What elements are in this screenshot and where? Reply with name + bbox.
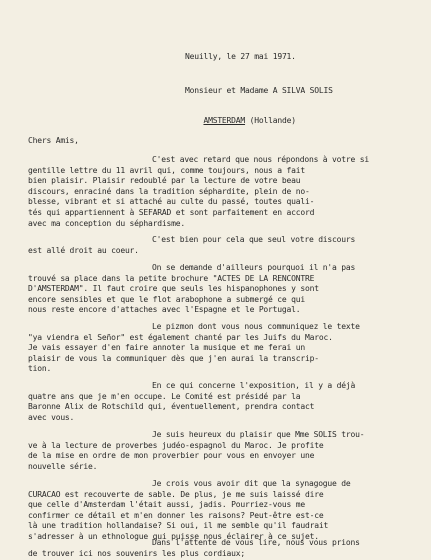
paragraph-5 bbox=[28, 381, 423, 423]
paragraph-line: D'AMSTERDAM". Il faut croire que seuls les hispanophones y sont bbox=[28, 284, 319, 294]
paragraph-line: "ya viendra el Señor" est également chanté par les Juifs du Maroc. bbox=[28, 332, 333, 342]
recipient-city: AMSTERDAM bbox=[203, 115, 246, 125]
paragraph-line: CURACAO est recouverte de sable. De plus, je me suis laissé dire bbox=[28, 489, 324, 499]
recipient-name: Monsieur et Madame A SILVA SOLIS bbox=[185, 86, 333, 95]
paragraph-line: encore sensibles et que le flot arabophone a submergé ce qui bbox=[28, 294, 305, 304]
paragraph-line: nouvelle série. bbox=[28, 461, 98, 471]
paragraph-4 bbox=[28, 322, 423, 375]
paragraph-7 bbox=[28, 479, 423, 543]
paragraph-2 bbox=[28, 235, 423, 256]
paragraph-line: nous reste encore d'attaches avec l'Espagne et le Portugal. bbox=[28, 305, 301, 315]
paragraph-line: de trouver ici nos souvenirs les plus cordiaux; bbox=[28, 548, 245, 558]
paragraph-line: de la mise en ordre de mon proverbier pour vous en envoyer une bbox=[28, 451, 315, 461]
paragraph-8 bbox=[28, 538, 423, 559]
paragraph-line: Le pizmon dont vous nous communiquez le texte bbox=[152, 322, 360, 331]
paragraph-line: s'adresser à un ethnologue qui puisse nous éclairer à ce sujet. bbox=[28, 531, 319, 541]
salutation: Chers Amis, bbox=[28, 136, 79, 145]
paragraph-line: Dans l'attente de vous lire, nous vous prions bbox=[152, 538, 360, 547]
paragraph-line: Je crois vous avoir dit que la synagogue de bbox=[152, 479, 351, 488]
paragraph-line: est allé droit au coeur. bbox=[28, 245, 139, 255]
paragraph-line: discours, enraciné dans la tradition séphardite, plein de no- bbox=[28, 186, 310, 196]
paragraph-line: ve à la lecture de proverbes judéo-espagnol du Maroc. Je profite bbox=[28, 440, 324, 450]
paragraph-line: En ce qui concerne l'exposition, il y a déjà bbox=[152, 381, 356, 390]
paragraph-line: avec ma conception du séphardisme. bbox=[28, 218, 185, 228]
paragraph-line: confirmer ce détail et m'en donner les raisons? Peut-être est-ce bbox=[28, 510, 324, 520]
paragraph-line: là une tradition hollandaise? Si oui, il me semble qu'il faudrait bbox=[28, 521, 329, 531]
paragraph-line: gentille lettre du 11 avril qui, comme toujours, nous a fait bbox=[28, 165, 305, 175]
paragraph-line: Baronne Alix de Rotschild qui, éventuellement, prendra contact bbox=[28, 402, 315, 412]
paragraph-line: avec vous. bbox=[28, 412, 75, 422]
paragraph-line: bien plaisir. Plaisir redoublé par la lecture de votre beau bbox=[28, 176, 301, 186]
paragraph-line: trouvé sa place dans la petite brochure "ACTES DE LA RENCONTRE bbox=[28, 273, 315, 283]
paragraph-line: On se demande d'ailleurs pourquoi il n'a pas bbox=[152, 263, 356, 272]
paragraph-line: que celle d'Amsterdam l'était aussi, jadis. Pourriez-vous me bbox=[28, 500, 305, 510]
paragraph-3 bbox=[28, 263, 423, 316]
recipient-country: (Hollande) bbox=[249, 115, 296, 125]
paragraph-6 bbox=[28, 430, 423, 472]
paragraph-line: C'est avec retard que nous répondons à votre si bbox=[152, 155, 369, 164]
paragraph-line: C'est bien pour cela que seul votre discours bbox=[152, 235, 356, 244]
paragraph-line: plaisir de vous la communiquer dès que j'en aurai la transcrip- bbox=[28, 353, 319, 363]
paragraph-line: Je suis heureux du plaisir que Mme SOLIS trou- bbox=[152, 430, 365, 439]
place-date: Neuilly, le 27 mai 1971. bbox=[185, 52, 296, 61]
paragraph-line: Je vais essayer d'en faire annoter la musique et me ferai un bbox=[28, 343, 305, 353]
recipient-address bbox=[185, 105, 296, 137]
paragraph-line: blesse, vibrant et si attaché au culte du passé, toutes quali- bbox=[28, 197, 315, 207]
paragraph-line: tés qui appartiennent à SEFARAD et sont parfaitement en accord bbox=[28, 207, 315, 217]
paragraph-line: tion. bbox=[28, 364, 52, 374]
paragraph-line: quatre ans que je m'en occupe. Le Comité est présidé par la bbox=[28, 391, 301, 401]
paragraph-1 bbox=[28, 155, 423, 229]
